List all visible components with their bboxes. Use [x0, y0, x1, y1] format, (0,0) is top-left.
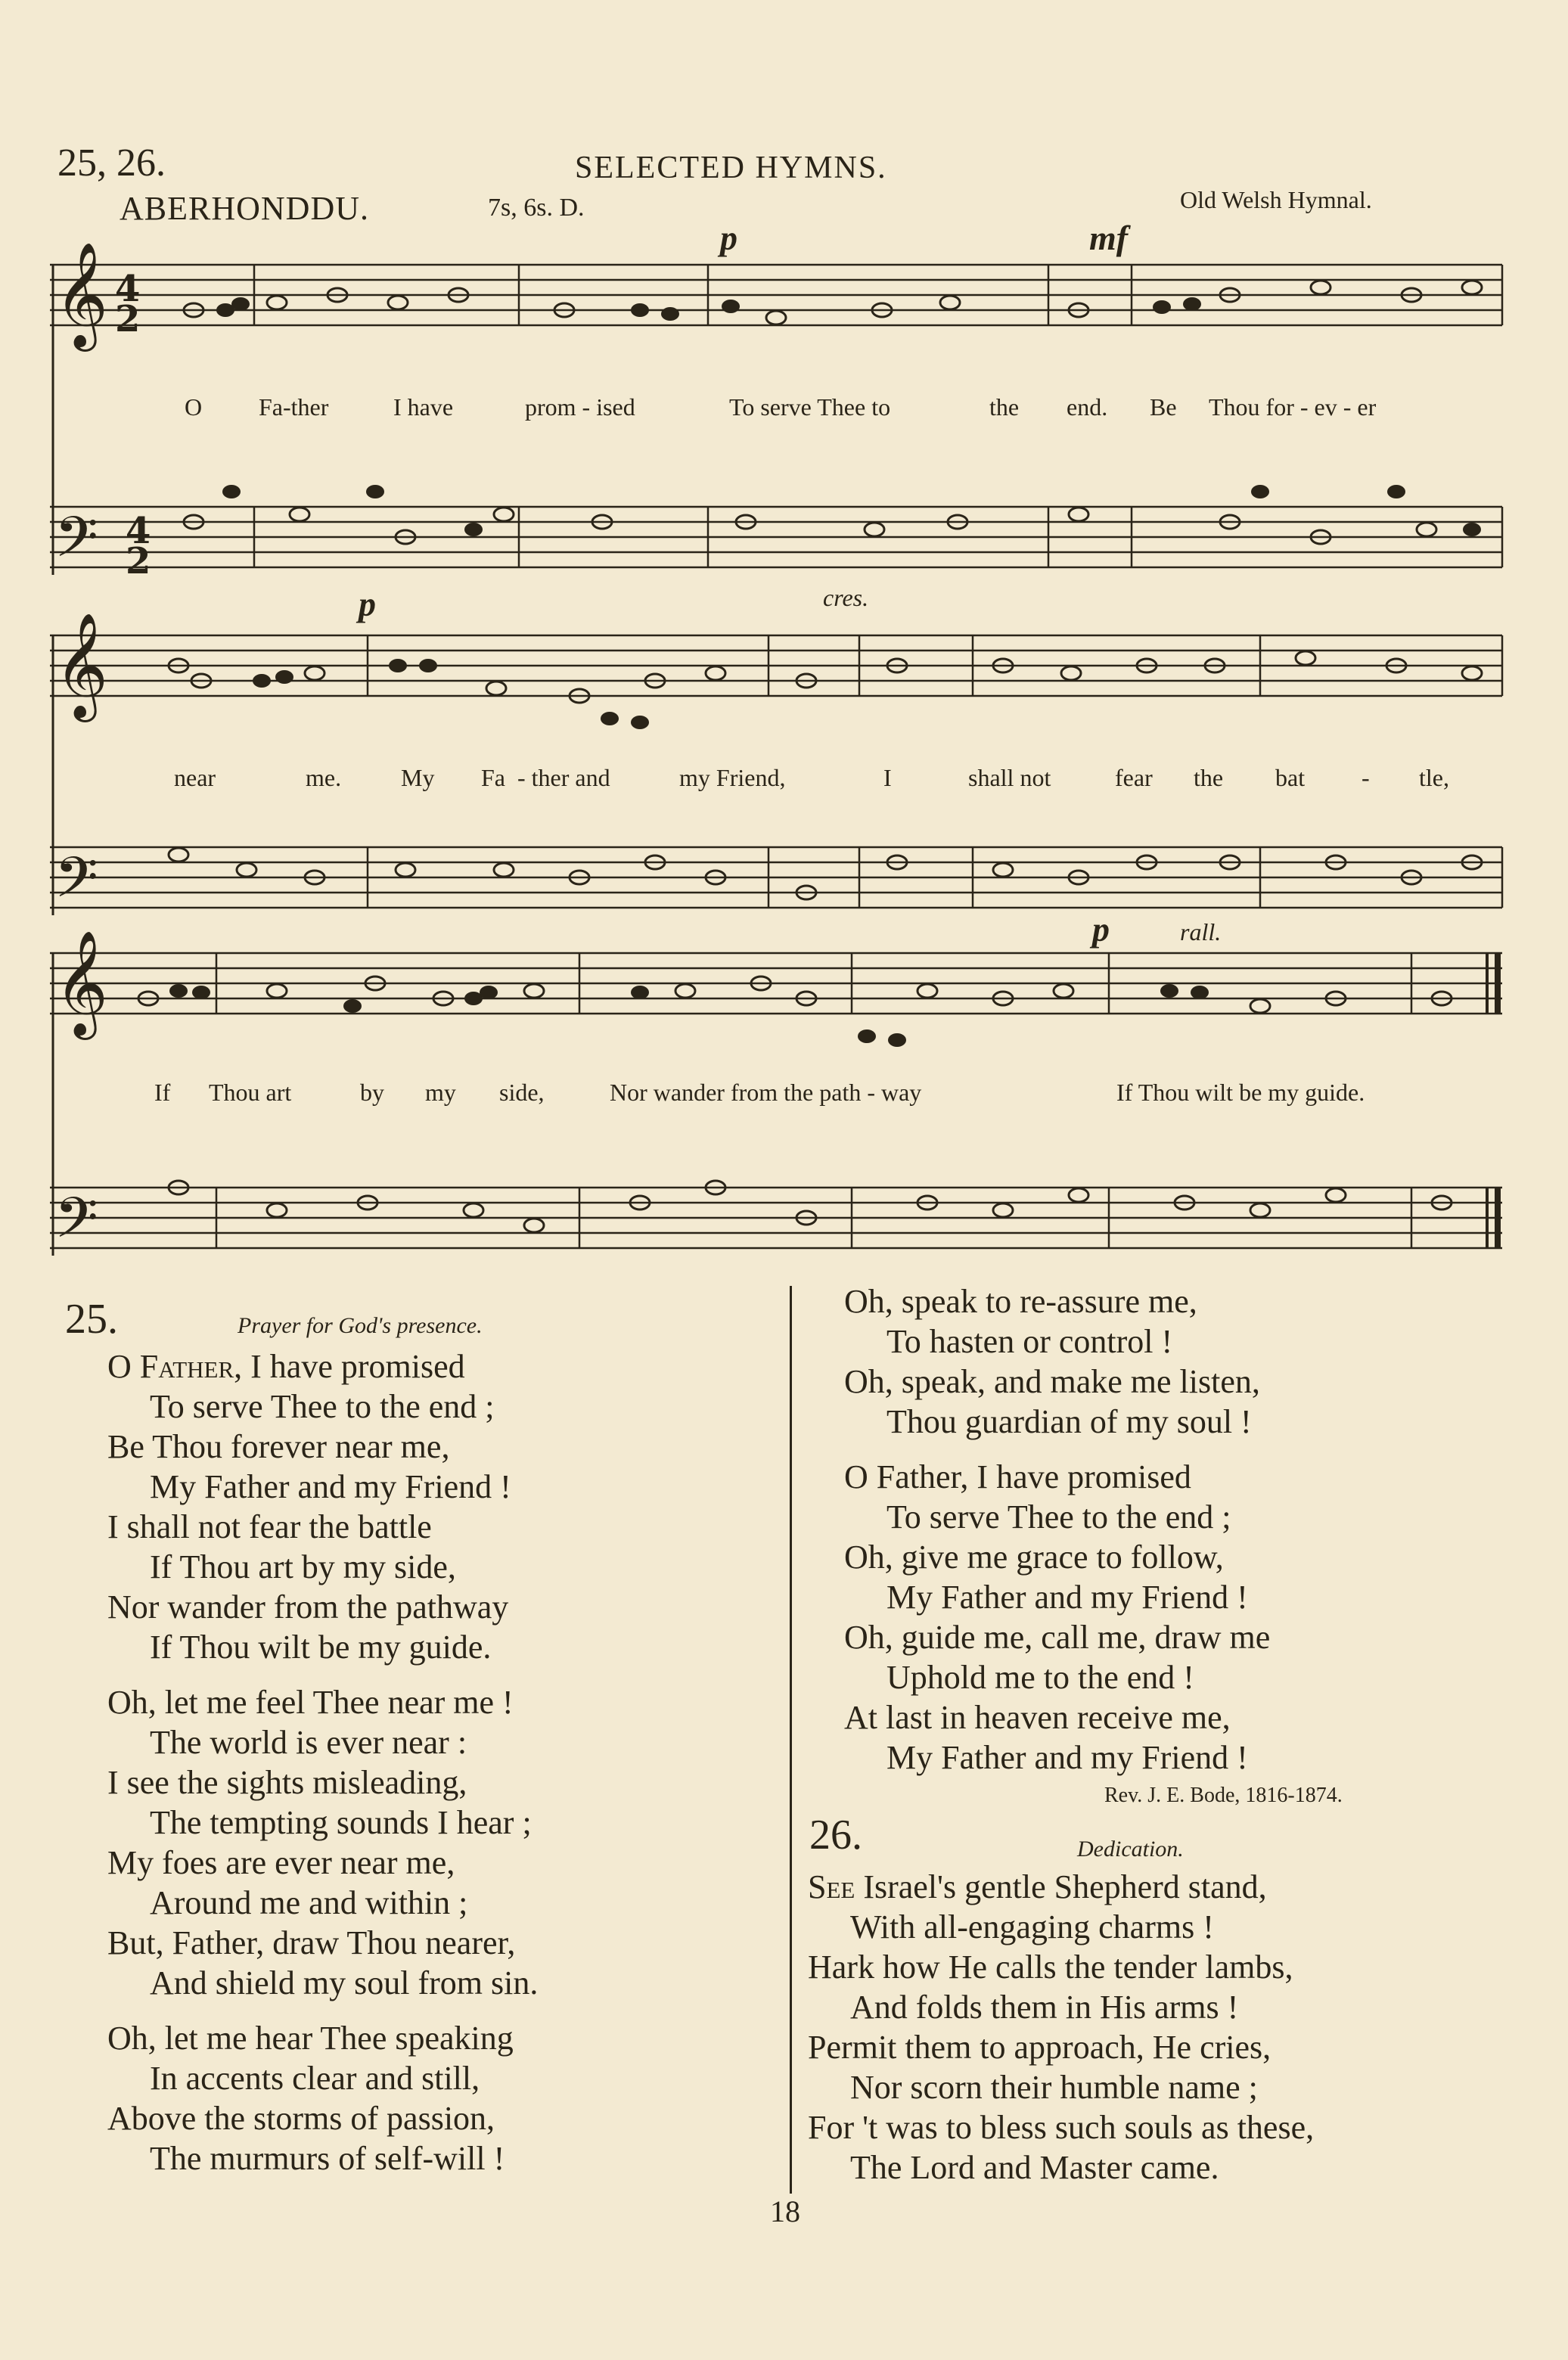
- verse-line: To hasten or control !: [886, 1323, 1173, 1360]
- bass-staff-3: [50, 1188, 1502, 1248]
- treble-filled-notes-3: [169, 984, 1209, 1047]
- bass-filled-notes-1: [222, 485, 1481, 536]
- verse-line: Oh, let me feel Thee near me !: [107, 1684, 514, 1721]
- verse-line: O Father, I have promised: [107, 1348, 465, 1385]
- time-signature-top: 4: [115, 268, 141, 310]
- lyric-1-9: Thou for - ev - er: [1209, 393, 1377, 421]
- verse-line: Nor wander from the pathway: [107, 1588, 509, 1626]
- treble-notes-1: [184, 281, 1482, 324]
- hymn-25-title: Prayer for God's presence.: [238, 1313, 483, 1338]
- verse-line: Oh, let me hear Thee speaking: [107, 2020, 514, 2057]
- lyric-3-4: my: [425, 1079, 456, 1106]
- verse-line: Thou guardian of my soul !: [886, 1403, 1252, 1440]
- bass-staff-1: [50, 507, 1502, 567]
- verse-line: My Father and my Friend !: [886, 1579, 1248, 1616]
- treble-clef-icon: 𝄞: [54, 613, 108, 718]
- hymn-25-number: 25.: [65, 1296, 118, 1343]
- lyric-1-3: I have: [393, 393, 454, 421]
- bass-clef-icon: 𝄢: [54, 845, 98, 924]
- verse-line: Be Thou forever near me,: [107, 1428, 450, 1465]
- stanza-3: [107, 2018, 538, 2178]
- treble-staff-3: [50, 953, 1502, 1014]
- column-divider: [790, 1286, 792, 2194]
- lyric-1-2: Fa-ther: [259, 393, 329, 421]
- lyric-2-1: near: [174, 764, 216, 791]
- time-signature-bottom: 2: [115, 298, 141, 340]
- dynamic-p-3: p: [1092, 910, 1110, 949]
- verse-line: Above the storms of passion,: [107, 2100, 495, 2137]
- tune-name: ABERHONDDU.: [120, 190, 369, 227]
- stanza-4: [844, 1281, 1270, 1442]
- hymn-25-text: [107, 1346, 538, 2194]
- bass-time-signature-bottom: 2: [126, 540, 151, 582]
- verse-line: Oh, guide me, call me, draw me: [844, 1619, 1271, 1656]
- stanza-1: [107, 1346, 538, 1667]
- lyric-1-5: To serve Thee to: [729, 393, 891, 421]
- verse-line: I shall not fear the battle: [107, 1508, 432, 1545]
- lyric-2-2: me.: [306, 764, 342, 791]
- lyric-2-12: -: [1362, 764, 1370, 791]
- lyric-2-8: shall not: [968, 764, 1051, 791]
- verse-line: To serve Thee to the end ;: [886, 1498, 1231, 1536]
- hymn-25-attribution: Rev. J. E. Bode, 1816-1874.: [1104, 1784, 1343, 1807]
- bass-notes-1: [184, 508, 1436, 544]
- verse-line: At last in heaven receive me,: [844, 1699, 1231, 1736]
- lyric-3-2: Thou art: [209, 1079, 292, 1106]
- page-number: 18: [770, 2194, 800, 2228]
- verse-line: Nor scorn their humble name ;: [850, 2069, 1258, 2106]
- verse-line: See Israel's gentle Shepherd stand,: [808, 1868, 1267, 1905]
- verse-line: Oh, give me grace to follow,: [844, 1539, 1224, 1576]
- lyric-1-4: prom - ised: [525, 393, 635, 421]
- lyric-2-6: my Friend,: [679, 764, 786, 791]
- lyric-3-7: If Thou wilt be my guide.: [1116, 1079, 1365, 1106]
- running-title: SELECTED HYMNS.: [575, 151, 887, 185]
- verse-line: In accents clear and still,: [150, 2060, 480, 2097]
- lyric-1-6: the: [989, 393, 1020, 421]
- verse-line: Uphold me to the end !: [886, 1659, 1194, 1696]
- verse-line: Oh, speak to re-assure me,: [844, 1283, 1197, 1320]
- bass-clef-icon: 𝄢: [54, 505, 98, 584]
- lyric-2-11: bat: [1275, 764, 1306, 791]
- lyric-2-9: fear: [1115, 764, 1153, 791]
- hymn-25-continued: [844, 1281, 1270, 1793]
- dynamic-p-2: p: [359, 585, 376, 623]
- dynamic-cres: cres.: [823, 584, 869, 611]
- lyric-3-1: If: [154, 1079, 171, 1106]
- verse-line: With all-engaging charms !: [850, 1908, 1214, 1945]
- stanza-5: [844, 1457, 1270, 1778]
- lyric-3-5: side,: [499, 1079, 545, 1106]
- treble-notes-3: [138, 977, 1452, 1013]
- dynamic-p-1: p: [720, 219, 737, 257]
- verse-line: If Thou art by my side,: [150, 1548, 456, 1585]
- verse-line: Hark how He calls the tender lambs,: [808, 1949, 1293, 1986]
- lyric-1-8: Be: [1150, 393, 1177, 421]
- dynamic-rall: rall.: [1180, 918, 1222, 946]
- lyric-2-10: the: [1194, 764, 1224, 791]
- stanza-2: [107, 1682, 538, 2003]
- bass-clef-icon: 𝄢: [54, 1185, 98, 1265]
- bass-time-signature-top: 4: [126, 510, 151, 552]
- verse-line: The Lord and Master came.: [850, 2149, 1219, 2186]
- verse-line: My Father and my Friend !: [150, 1468, 511, 1505]
- verse-line: The tempting sounds I hear ;: [150, 1804, 532, 1841]
- lyric-2-13: tle,: [1419, 764, 1449, 791]
- treble-staff-2: [50, 635, 1502, 696]
- lyric-2-7: I: [883, 764, 892, 791]
- meter: 7s, 6s. D.: [488, 194, 585, 222]
- treble-clef-icon: 𝄞: [54, 242, 108, 347]
- verse-line: Permit them to approach, He cries,: [808, 2029, 1271, 2066]
- verse-line: O Father, I have promised: [844, 1458, 1191, 1495]
- lyric-1-7: end.: [1067, 393, 1108, 421]
- hymn-26-text: [808, 1867, 1314, 2188]
- lyric-2-4: Fa: [481, 764, 505, 791]
- hymn-26-number: 26.: [809, 1812, 862, 1858]
- verse-line: To serve Thee to the end ;: [150, 1388, 495, 1425]
- verse-line: I see the sights misleading,: [107, 1764, 467, 1801]
- lyric-3-6: Nor wander from the path - way: [610, 1079, 922, 1106]
- hymn-numbers: 25, 26.: [57, 141, 166, 185]
- lyric-2-5: - ther and: [517, 764, 610, 791]
- treble-clef-icon: 𝄞: [54, 930, 108, 1036]
- lyric-3-3: by: [360, 1079, 384, 1106]
- bass-staff-2: [50, 847, 1502, 908]
- verse-line: Oh, speak, and make me listen,: [844, 1363, 1260, 1400]
- lyric-1-1: O: [185, 393, 203, 421]
- tune-source: Old Welsh Hymnal.: [1180, 186, 1372, 213]
- verse-line: But, Father, draw Thou nearer,: [107, 1924, 516, 1961]
- verse-line: My foes are ever near me,: [107, 1844, 455, 1881]
- hymn-26-title: Dedication.: [1077, 1837, 1184, 1862]
- verse-line: If Thou wilt be my guide.: [150, 1629, 492, 1666]
- verse-line: The murmurs of self-will !: [150, 2140, 505, 2177]
- lyric-2-3: My: [401, 764, 435, 791]
- verse-line: And shield my soul from sin.: [150, 1964, 539, 2001]
- verse-line: For 't was to bless such souls as these,: [808, 2109, 1315, 2146]
- verse-line: Around me and within ;: [150, 1884, 468, 1921]
- dynamic-mf: mf: [1089, 219, 1129, 257]
- verse-line: My Father and my Friend !: [886, 1739, 1248, 1776]
- treble-staff-1: [50, 265, 1502, 325]
- verse-line: The world is ever near :: [150, 1724, 467, 1761]
- verse-line: And folds them in His arms !: [850, 1989, 1239, 2026]
